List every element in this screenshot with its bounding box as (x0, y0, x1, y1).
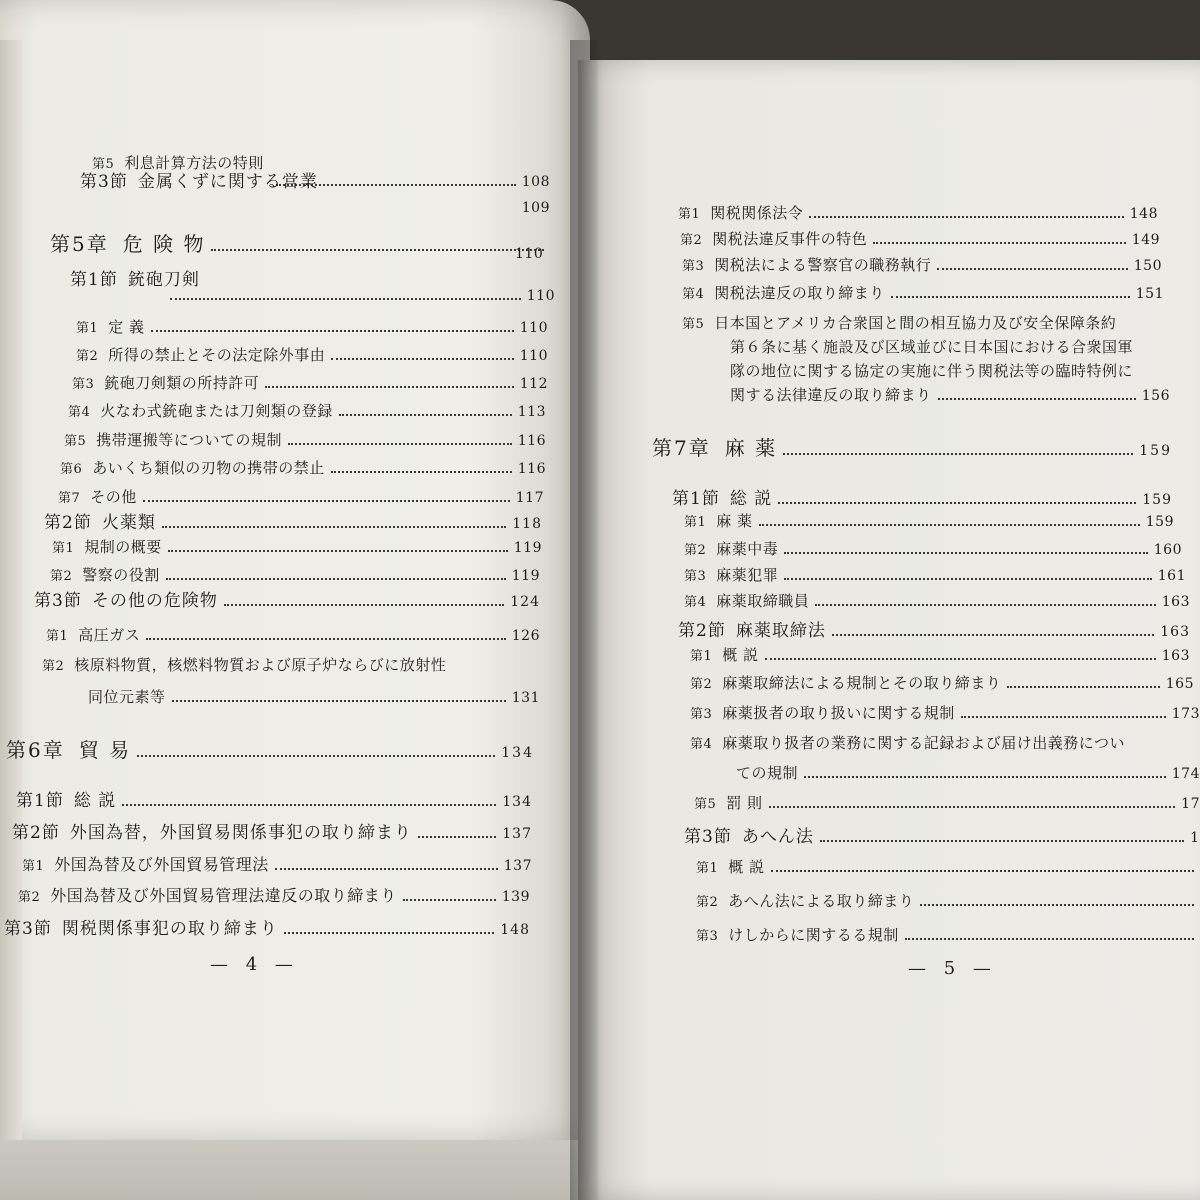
toc-entry (652, 432, 1172, 461)
page-edge-strip (0, 40, 22, 1140)
entry-title: 麻 薬 (716, 512, 753, 530)
toc-entry (64, 429, 546, 450)
entry-number: 第3 (690, 707, 713, 722)
entry-title: 核原料物質，核燃料物質および原子炉ならびに放射性 (74, 656, 447, 674)
entry-number: 第2 (50, 569, 73, 584)
entry-title: 火薬類 (101, 513, 156, 533)
entry-title: 高圧ガス (78, 626, 141, 644)
toc-entry (690, 672, 1194, 693)
toc-entry (736, 762, 1200, 783)
toc-entry (58, 486, 544, 507)
entry-number: 第1節 (70, 270, 118, 290)
entry-title: 麻薬犯罪 (716, 566, 779, 584)
entry-number: 第3節 (4, 919, 52, 939)
entry-number: 第6 (60, 462, 83, 477)
entry-page: 110 (519, 348, 548, 364)
entry-title: 定 義 (108, 318, 145, 336)
toc-entry (76, 316, 548, 337)
entry-page: 109 (521, 200, 550, 216)
entry-title: 外国為替，外国貿易関係事犯の取り締まり (69, 823, 412, 843)
entry-title: 利息計算方法の特則 (124, 154, 264, 172)
entry-number: 第3節 (80, 172, 128, 192)
entry-title: その他 (90, 488, 137, 506)
entry-title: 同位元素等 (88, 688, 166, 706)
toc-entry (684, 564, 1186, 585)
toc-entry (68, 400, 546, 421)
entry-number: 第1節 (16, 791, 64, 811)
toc-entry (682, 282, 1164, 303)
entry-title: 規制の概要 (84, 538, 162, 556)
toc-entry (730, 336, 1170, 357)
entry-number: 第2 (696, 895, 719, 910)
toc-entry (730, 384, 1170, 405)
toc-leader (70, 288, 555, 304)
entry-page: 159 (1139, 443, 1172, 459)
entry-number: 第4 (690, 737, 713, 752)
entry-page: 1 (1190, 830, 1200, 846)
entry-number: 第1 (684, 515, 707, 530)
toc-entry (70, 265, 555, 290)
entry-number: 第4 (68, 405, 91, 420)
entry-title: その他の危険物 (91, 591, 218, 611)
entry-title: 銃砲刀剣 (127, 270, 200, 290)
entry-number: 第1 (22, 859, 45, 874)
entry-page: 161 (1157, 568, 1186, 584)
entry-number: 第3 (72, 377, 95, 392)
entry-number: 第5 (682, 317, 705, 332)
entry-number: 第4 (682, 287, 705, 302)
entry-number: 第1 (52, 541, 75, 556)
toc-leader (515, 246, 555, 262)
entry-title: 麻薬中毒 (716, 540, 779, 558)
entry-title: 危 険 物 (122, 232, 206, 256)
entry-title: 隊の地位に関する協定の実施に伴う関税法等の臨時特例に (730, 362, 1134, 380)
toc-entry (696, 856, 1200, 877)
entry-number: 第2 (42, 659, 65, 674)
entry-title: 日本国とアメリカ合衆国と間の相互協力及び安全保障条約 (714, 314, 1117, 332)
toc-entry (678, 616, 1190, 641)
toc-entry (696, 924, 1200, 945)
entry-page: 148 (500, 922, 530, 938)
entry-page: 134 (501, 745, 534, 761)
entry-page: 108 (521, 174, 550, 190)
entry-page: 134 (502, 794, 532, 810)
entry-number: 第5 (694, 797, 717, 812)
entry-page: 119 (511, 568, 540, 584)
entry-title: 麻薬取り扱者の業務に関する記録および届け出義務につい (722, 734, 1125, 752)
entry-title: 関する法律違反の取り締まり (730, 386, 932, 404)
entry-page: 131 (511, 690, 540, 706)
entry-title: 罰 則 (726, 794, 763, 812)
entry-title: 麻薬取締職員 (716, 592, 810, 610)
entry-number: 第6章 (6, 738, 65, 762)
entry-number: 第3 (684, 569, 707, 584)
entry-number: 第2 (684, 543, 707, 558)
entry-page: 163 (1161, 594, 1190, 610)
entry-page: 149 (1131, 232, 1160, 248)
toc-entry (684, 822, 1200, 847)
entry-title: 関税法違反事件の特色 (712, 230, 868, 248)
entry-title: 概 説 (722, 646, 759, 664)
entry-title: けしからに関するる規制 (728, 926, 899, 944)
entry-number: 第2節 (678, 621, 726, 641)
entry-title: 関税法による警察官の職務執行 (714, 256, 932, 274)
entry-page: 113 (517, 404, 546, 420)
right-page (578, 60, 1200, 1200)
entry-title: ての規制 (736, 764, 799, 782)
entry-title: あへん法による取り締まり (728, 892, 915, 910)
entry-title: 銃砲刀剣類の所持許可 (104, 374, 260, 392)
entry-number: 第2 (18, 890, 41, 905)
entry-number: 第1 (46, 629, 69, 644)
entry-page: 116 (517, 461, 546, 477)
toc-leader (340, 200, 550, 216)
entry-title: 麻薬取締法 (735, 621, 826, 641)
entry-title: 警察の役割 (82, 566, 160, 584)
entry-page: 139 (501, 889, 530, 905)
entry-number: 第7 (58, 491, 81, 506)
entry-number: 第5章 (50, 232, 109, 256)
entry-page: 119 (513, 540, 542, 556)
toc-entry (680, 228, 1160, 249)
entry-page: 163 (1161, 648, 1190, 664)
entry-title: 概 説 (728, 858, 765, 876)
toc-entry (672, 484, 1172, 509)
entry-number: 第2 (680, 233, 703, 248)
entry-page: 159 (1145, 514, 1174, 530)
entry-page: 126 (511, 628, 540, 644)
entry-number: 第2節 (44, 513, 92, 533)
entry-number: 第2節 (12, 823, 60, 843)
entry-page: 137 (502, 826, 532, 842)
entry-number: 第2 (690, 677, 713, 692)
toc-entry (16, 786, 532, 811)
entry-title: 麻薬取締法による規制とその取り締まり (722, 674, 1002, 692)
toc-entry (88, 686, 540, 707)
entry-page: 173 (1171, 706, 1200, 722)
toc-entry (60, 457, 546, 478)
entry-title: 関税関係事犯の取り締まり (61, 919, 278, 939)
entry-page: 112 (519, 376, 548, 392)
toc-entry (4, 914, 530, 939)
entry-title: 麻 薬 (724, 436, 778, 460)
entry-title: 関税法違反の取り締まり (714, 284, 885, 302)
toc-entry (6, 734, 534, 763)
toc-entry (684, 510, 1174, 531)
toc-entry (690, 732, 1200, 753)
toc-entry (684, 590, 1190, 611)
toc-entry (50, 564, 540, 585)
entry-title: 所得の禁止とその法定除外事由 (108, 346, 326, 364)
toc-entry (12, 818, 532, 843)
toc-entry (690, 644, 1190, 665)
entry-number: 第1 (696, 861, 719, 876)
entry-title: あいくち類似の刃物の携帯の禁止 (92, 459, 325, 477)
entry-page: 110 (526, 288, 555, 304)
entry-page: 17 (1181, 796, 1200, 812)
page-number-left: — 4 — (210, 954, 299, 975)
entry-title: あへん法 (741, 827, 814, 847)
entry-page: 160 (1153, 542, 1182, 558)
toc-entry (18, 883, 530, 906)
entry-number: 第5 (92, 157, 115, 172)
entry-page: 117 (515, 490, 544, 506)
toc-entry (682, 312, 1164, 333)
entry-page: 151 (1135, 286, 1164, 302)
entry-title: 金属くずに関する営業 (137, 172, 318, 192)
entry-number: 第3 (696, 929, 719, 944)
toc-entry (690, 702, 1200, 723)
entry-number: 第3節 (684, 827, 732, 847)
entry-title: 携帯運搬等についての規制 (96, 431, 282, 449)
entry-title: 外国為替及び外国貿易管理法違反の取り締まり (50, 886, 397, 905)
toc-entry (44, 508, 542, 533)
left-page (0, 0, 590, 1140)
toc-entry (684, 538, 1182, 559)
entry-page: 174 (1171, 766, 1200, 782)
entry-page: 118 (512, 516, 542, 532)
entry-page: 110 (519, 320, 548, 336)
entry-number: 第2 (76, 349, 99, 364)
entry-page: 137 (503, 858, 532, 874)
entry-title: 総 説 (729, 489, 773, 509)
toc-entry (72, 372, 548, 393)
entry-page: 124 (510, 594, 540, 610)
toc-entry (76, 344, 548, 365)
entry-number: 第1節 (672, 489, 720, 509)
toc-entry (34, 586, 540, 611)
toc-entry (694, 792, 1200, 813)
entry-number: 第3 (682, 259, 705, 274)
toc-entry (730, 360, 1170, 381)
entry-number: 第3節 (34, 591, 82, 611)
toc-entry (52, 536, 542, 557)
entry-number: 第1 (690, 649, 713, 664)
toc-entry (678, 202, 1158, 223)
entry-number: 第5 (64, 434, 87, 449)
entry-page: 163 (1160, 624, 1190, 640)
entry-number: 第1 (76, 321, 99, 336)
entry-title: 総 説 (73, 791, 117, 811)
entry-title: 外国為替及び外国貿易管理法 (54, 855, 269, 874)
entry-page: 156 (1141, 388, 1170, 404)
toc-entry (50, 228, 550, 257)
entry-page: 148 (1129, 206, 1158, 222)
entry-number: 第1 (678, 207, 701, 222)
page-number-right: — 5 — (908, 958, 997, 979)
entry-number: 第7章 (652, 436, 711, 460)
entry-number: 第4 (684, 595, 707, 610)
entry-title: 火なわ式銃砲または刀剣類の登録 (100, 402, 333, 420)
entry-page: 116 (517, 433, 546, 449)
entry-title: 第６条に基く施設及び区域並びに日本国における合衆国軍 (730, 338, 1134, 356)
entry-title: 麻薬扱者の取り扱いに関する規制 (722, 704, 955, 722)
toc-entry (696, 890, 1200, 911)
toc-entry (46, 624, 540, 645)
toc-entry (80, 167, 550, 192)
toc-entry (22, 852, 532, 875)
entry-page: 165 (1165, 676, 1194, 692)
entry-page: 159 (1142, 492, 1172, 508)
entry-title: 関税関係法令 (710, 204, 804, 222)
entry-title: 貿 易 (78, 738, 132, 762)
entry-page: 110 (515, 246, 544, 262)
entry-page: 150 (1133, 258, 1162, 274)
toc-entry (682, 254, 1162, 275)
book-spine-shadow (570, 40, 598, 1200)
toc-entry (42, 654, 542, 675)
